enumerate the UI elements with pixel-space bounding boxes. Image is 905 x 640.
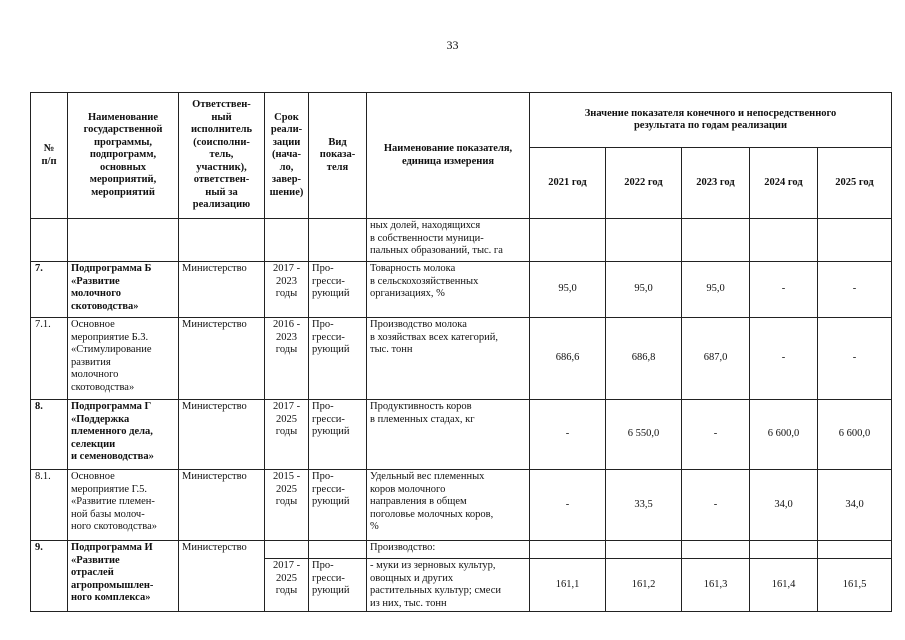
- term: 2017 - 2023 годы: [265, 262, 309, 318]
- table-row-9: [31, 541, 892, 559]
- program-name: Основное мероприятие Г.5. «Развитие племен- ной базы молоч- ного скотоводства»: [68, 470, 179, 541]
- value-2024: 161,4: [750, 559, 818, 612]
- table-row-continuation: [31, 219, 892, 262]
- value-2021: -: [530, 400, 606, 470]
- value-2021: 161,1: [530, 559, 606, 612]
- indicators-table: [30, 92, 892, 612]
- indicator-name: ных долей, находящихся в собственности муници- пальных образований, тыс. га: [367, 219, 530, 262]
- row-number: 7.1.: [31, 318, 68, 400]
- executor: Министерство: [179, 400, 265, 470]
- indicator-name: Товарность молока в сельскохозяйственных организациях, %: [367, 262, 530, 318]
- header-indicator-type: Вид показа- теля: [309, 93, 367, 219]
- value-2023: 687,0: [682, 318, 750, 400]
- indicator-type: Про- гресси- рующий: [309, 262, 367, 318]
- value-2023: -: [682, 470, 750, 541]
- term: 2015 - 2025 годы: [265, 470, 309, 541]
- value-2023: 95,0: [682, 262, 750, 318]
- table-row-7: [31, 262, 892, 318]
- row-number: 8.: [31, 400, 68, 470]
- value-2025: 34,0: [818, 470, 892, 541]
- indicator-type: Про- гресси- рующий: [309, 400, 367, 470]
- value-2024: 34,0: [750, 470, 818, 541]
- header-term: Срок реали- зации (нача- ло, завер- шение): [265, 93, 309, 219]
- indicator-name: Производство:: [367, 541, 530, 559]
- term: 2016 - 2023 годы: [265, 318, 309, 400]
- header-year-2022: 2022 год: [606, 148, 682, 219]
- header-year-2023: 2023 год: [682, 148, 750, 219]
- executor: Министерство: [179, 262, 265, 318]
- indicator-name: Удельный вес племенных коров молочного направления в общем поголовье молочных коров, %: [367, 470, 530, 541]
- value-2022: 95,0: [606, 262, 682, 318]
- value-2022: 6 550,0: [606, 400, 682, 470]
- program-name: Подпрограмма Б «Развитие молочного скотоводства»: [68, 262, 179, 318]
- value-2023: -: [682, 400, 750, 470]
- value-2025: 6 600,0: [818, 400, 892, 470]
- value-2021: -: [530, 470, 606, 541]
- row-number: 8.1.: [31, 470, 68, 541]
- indicator-name: Продуктивность коров в племенных стадах, кг: [367, 400, 530, 470]
- indicator-name: - муки из зерновых культур, овощных и других растительных культур; смеси из них, тыс. тонн: [367, 559, 530, 612]
- executor: Министерство: [179, 470, 265, 541]
- value-2022: 33,5: [606, 470, 682, 541]
- program-name: Подпрограмма И «Развитие отраслей агропромышлен- ного комплекса»: [68, 541, 179, 612]
- value-2024: -: [750, 318, 818, 400]
- value-2025: -: [818, 262, 892, 318]
- value-2022: 686,8: [606, 318, 682, 400]
- executor: Министерство: [179, 541, 265, 612]
- header-year-2024: 2024 год: [750, 148, 818, 219]
- header-number: № п/п: [31, 93, 68, 219]
- indicator-type: Про- гресси- рующий: [309, 559, 367, 612]
- table-row-8: [31, 400, 892, 470]
- term: 2017 - 2025 годы: [265, 559, 309, 612]
- header-program-name: Наименование государственной программы, подпрограмм, основных мероприятий, мероприятий: [68, 93, 179, 219]
- value-2022: 161,2: [606, 559, 682, 612]
- header-indicator-name: Наименование показателя, единица измерения: [367, 93, 530, 219]
- header-row: [31, 93, 892, 148]
- executor: Министерство: [179, 318, 265, 400]
- value-2025: 161,5: [818, 559, 892, 612]
- indicator-type: Про- гресси- рующий: [309, 318, 367, 400]
- page-number: 33: [446, 38, 459, 52]
- table-row-7-1: [31, 318, 892, 400]
- header-year-2021: 2021 год: [530, 148, 606, 219]
- value-2021: 95,0: [530, 262, 606, 318]
- value-2023: 161,3: [682, 559, 750, 612]
- value-2024: -: [750, 262, 818, 318]
- indicator-type: Про- гресси- рующий: [309, 470, 367, 541]
- term: 2017 - 2025 годы: [265, 400, 309, 470]
- value-2025: -: [818, 318, 892, 400]
- header-executor: Ответствен- ный исполнитель (соисполни- тель, участник), ответствен- ный за реализацию: [179, 93, 265, 219]
- header-year-2025: 2025 год: [818, 148, 892, 219]
- header-values-group: Значение показателя конечного и непосредственного результата по годам реализации: [530, 93, 892, 148]
- value-2021: 686,6: [530, 318, 606, 400]
- value-2024: 6 600,0: [750, 400, 818, 470]
- row-number: 9.: [31, 541, 68, 612]
- program-name: Подпрограмма Г «Поддержка племенного дела, селекции и семеноводства»: [68, 400, 179, 470]
- row-number: 7.: [31, 262, 68, 318]
- indicator-name: Производство молока в хозяйствах всех категорий, тыс. тонн: [367, 318, 530, 400]
- program-name: Основное мероприятие Б.3. «Стимулирование развития молочного скотоводства»: [68, 318, 179, 400]
- table-row-8-1: [31, 470, 892, 541]
